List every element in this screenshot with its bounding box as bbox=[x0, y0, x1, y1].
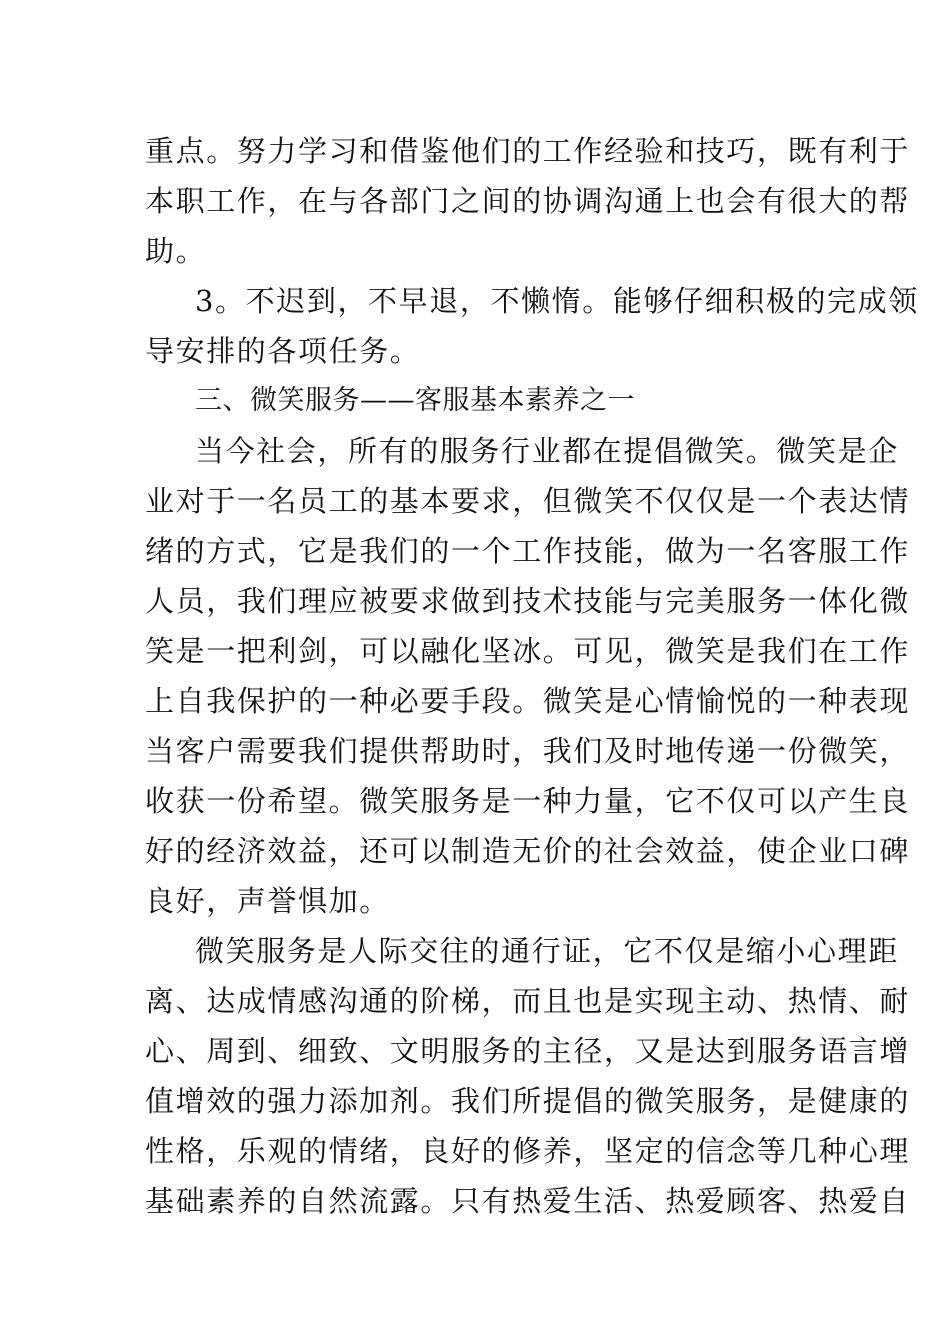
text-line: 好的经济效益，还可以制造无价的社会效益，使企业口碑 bbox=[145, 834, 911, 868]
text-line: 心、周到、细致、文明服务的主径，又是达到服务语言增 bbox=[145, 1034, 911, 1068]
text-line: 本职工作，在与各部门之间的协调沟通上也会有很大的帮 bbox=[145, 184, 911, 218]
text-line: 人员，我们理应被要求做到技术技能与完美服务一体化微 bbox=[145, 584, 911, 618]
text-line: 微笑服务是人际交往的通行证，它不仅是缩小心理距 bbox=[195, 934, 899, 968]
text-line: 当今社会，所有的服务行业都在提倡微笑。微笑是企 bbox=[195, 434, 899, 468]
text-line: 上自我保护的一种必要手段。微笑是心情愉悦的一种表现 bbox=[145, 684, 911, 718]
text-line: 良好，声誉惧加。 bbox=[145, 884, 390, 918]
text-line: 离、达成情感沟通的阶梯，而且也是实现主动、热情、耐 bbox=[145, 984, 911, 1018]
text-line: 收获一份希望。微笑服务是一种力量，它不仅可以产生良 bbox=[145, 784, 911, 818]
text-line: 性格，乐观的情绪，良好的修养，坚定的信念等几种心理 bbox=[145, 1134, 911, 1168]
text-line: 笑是一把利剑，可以融化坚冰。可见，微笑是我们在工作 bbox=[145, 634, 911, 668]
text-line: 重点。努力学习和借鉴他们的工作经验和技巧，既有利于 bbox=[145, 134, 911, 168]
text-line: 基础素养的自然流露。只有热爱生活、热爱顾客、热爱自 bbox=[145, 1184, 911, 1218]
text-line: 当客户需要我们提供帮助时，我们及时地传递一份微笑， bbox=[145, 734, 911, 768]
text-line: 绪的方式，它是我们的一个工作技能，做为一名客服工作 bbox=[145, 534, 911, 568]
section-heading: 三、微笑服务——客服基本素养之一 bbox=[195, 385, 635, 416]
text-line: 3。不迟到，不早退，不懒惰。能够仔细积极的完成领 bbox=[195, 284, 919, 318]
text-line: 业对于一名员工的基本要求，但微笑不仅仅是一个表达情 bbox=[145, 484, 911, 518]
text-line: 导安排的各项任务。 bbox=[145, 334, 421, 368]
text-line: 助。 bbox=[145, 234, 207, 268]
text-line: 值增效的强力添加剂。我们所提倡的微笑服务，是健康的 bbox=[145, 1084, 911, 1118]
